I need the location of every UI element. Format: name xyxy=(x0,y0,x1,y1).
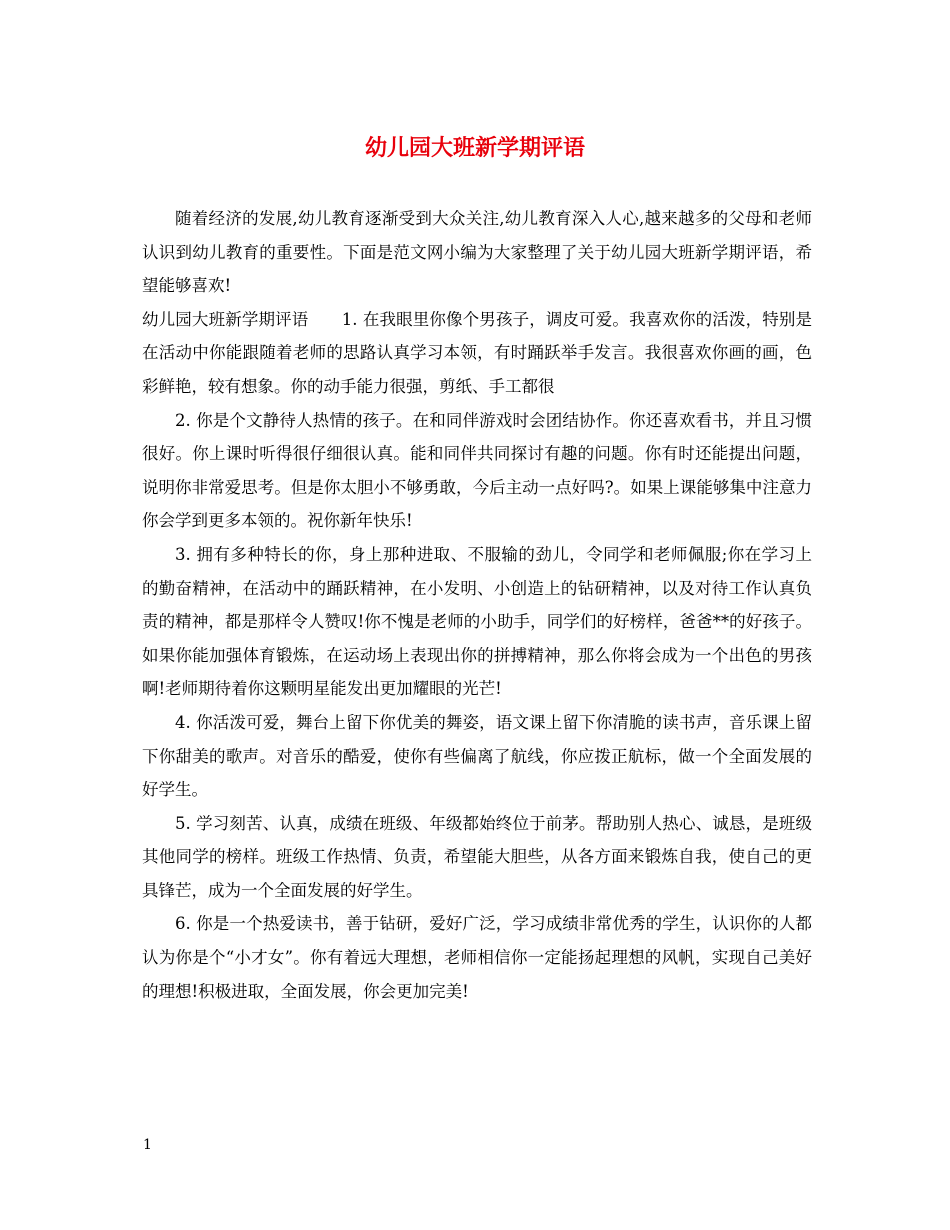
comment-paragraph-5: 5. 学习刻苦、认真，成绩在班级、年级都始终位于前茅。帮助别人热心、诚恳，是班级其他同学的榜样。班级工作热情、负责，希望能大胆些，从各方面来锻炼自我，使自己的更具锋芒，成为一个全面发展的好学生。 xyxy=(142,813,812,900)
comment-paragraph-3: 3. 拥有多种特长的你，身上那种进取、不服输的劲儿，令同学和老师佩服;你在学习上的勤奋精神，在活动中的踊跃精神，在小发明、小创造上的钻研精神，以及对待工作认真负责的精神，都是那样令人赞叹!你不愧是老师的小助手，同学们的好榜样，爸爸**的好孩子。如果你能加强体育锻炼，在运动场上表现出你的拼搏精神，那么你将会成为一个出色的男孩啊!老师期待着你这颗明星能发出更加耀眼的光芒! xyxy=(142,544,812,699)
comment-paragraph-6: 6. 你是一个热爱读书，善于钻研，爱好广泛，学习成绩非常优秀的学生，认识你的人都认为你是个“小才女”。你有着远大理想，老师相信你一定能扬起理想的风帆，实现自己美好的理想!积极进取，全面发展，你会更加完美! xyxy=(142,914,812,1001)
document-body xyxy=(142,202,812,1008)
document-title: 幼儿园大班新学期评语 xyxy=(364,135,585,161)
comment-paragraph-4: 4. 你活泼可爱，舞台上留下你优美的舞姿，语文课上留下你清脆的读书声，音乐课上留下你甜美的歌声。对音乐的酷爱，使你有些偏离了航线，你应拨正航标，做一个全面发展的好学生。 xyxy=(142,712,812,800)
page-number: 1 xyxy=(143,1137,152,1153)
comment-paragraph-1: 幼儿园大班新学期评语 1. 在我眼里你像个男孩子，调皮可爱。我喜欢你的活泼，特别是在活动中你能跟随着老师的思路认真学习本领，有时踊跃举手发言。我很喜欢你画的画，色彩鲜艳，较有想象。你的动手能力很强，剪纸、手工都很 xyxy=(142,309,812,396)
intro-paragraph: 随着经济的发展,幼儿教育逐渐受到大众关注,幼儿教育深入人心,越来越多的父母和老师认识到幼儿教育的重要性。下面是范文网小编为大家整理了关于幼儿园大班新学期评语，希望能够喜欢! xyxy=(142,209,812,296)
comment-paragraph-2: 2. 你是个文静待人热情的孩子。在和同伴游戏时会团结协作。你还喜欢看书，并且习惯很好。你上课时听得很仔细很认真。能和同伴共同探讨有趣的问题。你有时还能提出问题，说明你非常爱思考。但是你太胆小不够勇敢，今后主动一点好吗?。如果上课能够集中注意力你会学到更多本领的。祝你新年快乐! xyxy=(142,410,812,531)
